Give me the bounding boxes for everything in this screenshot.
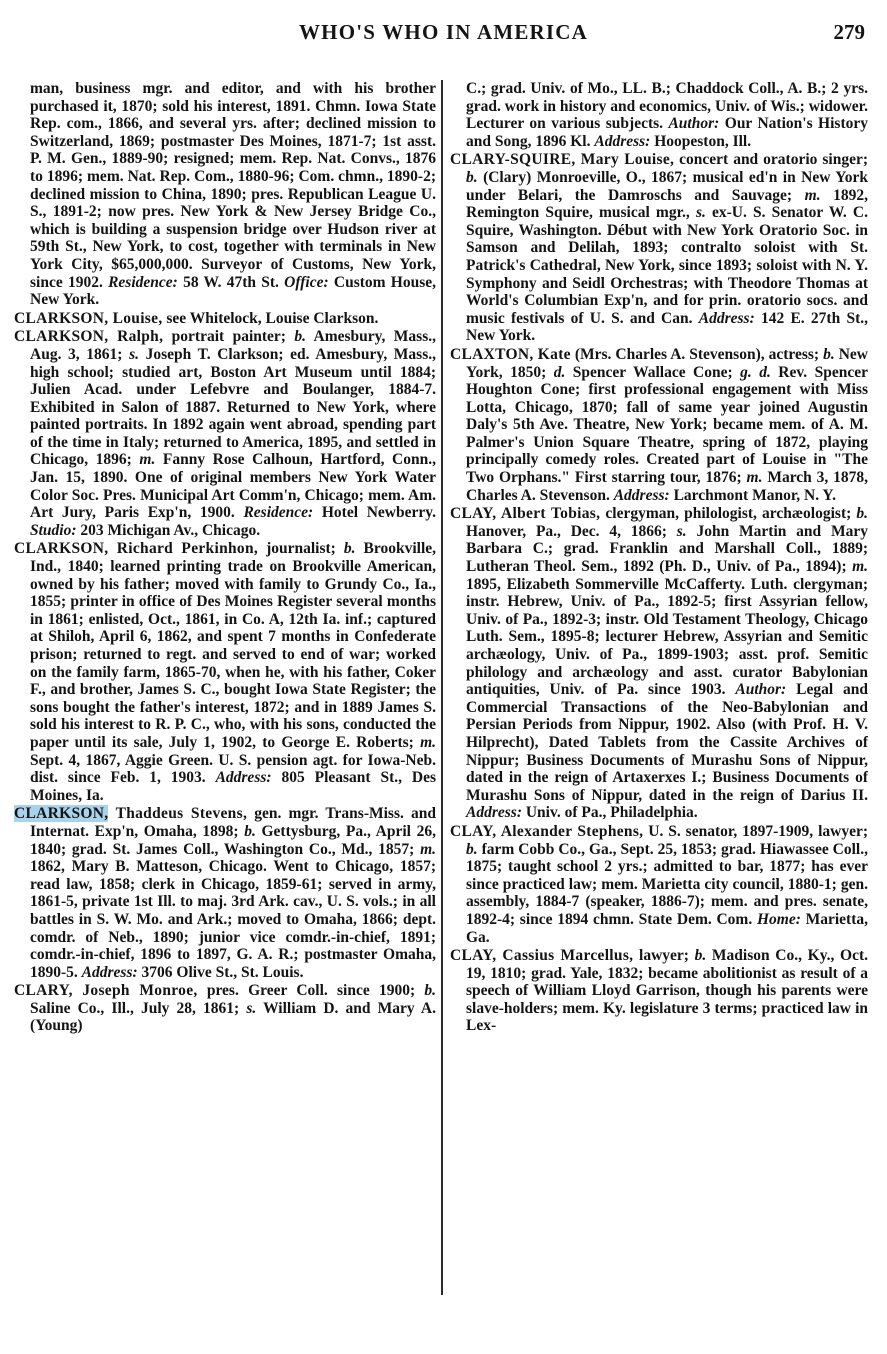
- entry-name: CLARKSON, Louise,: [14, 309, 163, 327]
- column-divider: [441, 80, 443, 1295]
- highlighted-search-match[interactable]: CLARKSON,: [14, 805, 109, 823]
- entry-name: CLAY, Alexander Stephens,: [450, 822, 644, 840]
- entry-clay-cassius: CLAY, Cassius Marcellus, lawyer; b. Madison Co., Ky., Oct. 19, 1810; grad. Yale, 1832; became abolitionist as result of a speech of William Lloyd Garrison, though his parents were slave-holders; mem. Ky. legislature 3 terms; practiced law in Lex-: [450, 947, 868, 1035]
- page-number: 279: [833, 20, 865, 44]
- entry-name: Thaddeus Stevens,: [108, 805, 248, 823]
- entry-clay-alexander: CLAY, Alexander Stephens, U. S. senator, 1897-1909, lawyer; b. farm Cobb Co., Ga., Sept. 25, 1853; grad. Hiawassee Coll., 1875; taught school 2 yrs.; admitted to bar, 1877; has ever since practiced law; mem. Marietta city council, 1880-1; gen. assembly, 1884-7 (speaker, 1886-7); mem. and pres. senate, 1892-4; since 1894 chmn. State Dem. Com. Home: Marietta, Ga.: [450, 822, 868, 946]
- entry-clarkson-louise: CLARKSON, Louise, see Whitelock, Louise Clarkson.: [14, 309, 379, 327]
- entry-clarkson-richard: CLARKSON, Richard Perkinhon, journalist; b. Brookville, Ind., 1840; learned printing trade on Brookville American, owned by his father; moved with family to Grundy Co., Ia., 1855; printer in office of Des Moines Register several months in 1861; enlisted, Oct., 1861, in Co. A, 12th Ia. inf.; captured at Shiloh, April 6, 1862, and spent 7 months in Confederate prison; returned to regt. and served to end of war; worked on the family farm, 1865-70, when he, with his father, Coker F., and brother, James S. C., bought Iowa State Register; the sons bought the father's interest, 1872; and in 1889 James S. sold his interest to R. P. C., who, with his sons, conducted the paper until its sale, July 1, 1902, to George E. Roberts; m. Sept. 4, 1867, Aggie Green. U. S. pension agt. for Iowa-Neb. dist. since Feb. 1, 1903. Address: 805 Pleasant St., Des Moines, Ia.: [14, 540, 436, 804]
- entry-clarkson-thaddeus: CLARKSON, Thaddeus Stevens, gen. mgr. Trans-Miss. and Internat. Exp'n, Omaha, 1898; b. Gettysburg, Pa., April 26, 1840; grad. St. James Coll., Washington Co., Md., 1857; m. 1862, Mary B. Matteson, Chicago. Went to Chicago, 1857; read law, 1858; clerk in Chicago, 1859-61; served in army, 1861-5, private 1st Ill. to maj. 3rd Ark. cav., U. S. vols.; in all battles in S. W. Mo. and Ark.; moved to Omaha, 1866; dept. comdr. of Neb., 1890; junior vice comdr.-in-chief, 1891; comdr.-in-chief, 1896 to 1897, G. A. R.; postmaster Omaha, 1890-5. Address: 3706 Olive St., St. Louis.: [14, 805, 436, 981]
- entry-continuation: C.; grad. Univ. of Mo., LL. B.; Chaddock Coll., A. B.; 2 yrs. grad. work in history and economics, Univ. of Wis.; widower. Lecturer on various subjects. Author: Our Nation's History and Song, 1896 Kl. Address: Hoopeston, Ill.: [466, 80, 868, 150]
- entry-clay-albert: CLAY, Albert Tobias, clergyman, philologist, archæologist; b. Hanover, Pa., Dec. 4, 1866; s. John Martin and Mary Barbara C.; grad. Franklin and Marshall Coll., 1889; Lutheran Theol. Sem., 1892 (Ph. D., Univ. of Pa., 1894); m. 1895, Elizabeth Sommerville McCafferty. Luth. clergyman; instr. Hebrew, Univ. of Pa., 1892-5; first Assyrian fellow, Univ. of Pa., 1892-3; instr. Old Testament Theology, Chicago Luth. Sem., 1895-8; lecturer Hebrew, Assyrian and Semitic archæology, Univ. of Pa., 1899-1903; asst. prof. Semitic philology and archæology and asst. curator Babylonian antiquities, Univ. of Pa. since 1903. Author: Legal and Commercial Transactions of the Neo-Babylonian and Persian Periods from Nippur, 1902. Also (with Prof. H. V. Hilprecht), Dated Tablets from the Cassite Archives of Nippur; Business Documents of Murashu Sons of Nippur, dated in the reign of Artaxerxes I.; Business Documents of Murashu Sons of Nippur, dated in the reign of Darius II. Address: Univ. of Pa., Philadelphia.: [450, 505, 868, 822]
- right-column: [450, 80, 868, 1310]
- left-column: [14, 80, 436, 1310]
- entry-name: CLARKSON, Richard Perkinhon,: [14, 540, 259, 558]
- entry-clary-joseph: CLARY, Joseph Monroe, pres. Greer Coll. since 1900; b. Saline Co., Ill., July 28, 1861; s. William D. and Mary A. (Young): [14, 982, 436, 1035]
- entry-clarkson-ralph: CLARKSON, Ralph, portrait painter; b. Amesbury, Mass., Aug. 3, 1861; s. Joseph T. Clarkson; ed. Amesbury, Mass., high school; studied art, Boston Art Museum until 1884; Julien Acad. under Lefebvre and Boulanger, 1884-7. Exhibited in Salon of 1887. Returned to New York, where painted portraits. In 1892 again went abroad, spending part of the time in Italy; returned to America, 1895, and settled in Chicago, 1896; m. Fanny Rose Calhoun, Hartford, Conn., Jan. 15, 1890. One of original members New York Water Color Soc. Pres. Municipal Art Comm'n, Chicago; mem. Am. Art Jury, Paris Exp'n, 1900. Residence: Hotel Newberry. Studio: 203 Michigan Av., Chicago.: [14, 328, 436, 539]
- entry-claxton-kate: CLAXTON, Kate (Mrs. Charles A. Stevenson), actress; b. New York, 1850; d. Spencer Wallace Cone; g. d. Rev. Spencer Houghton Cone; first professional engagement with Miss Lotta, Chicago, 1870; fall of same year joined Augustin Daly's 5th Ave. Theatre, New York; became mem. of A. M. Palmer's Union Square Theatre, spring of 1872, playing principally comedy roles. Created part of Louise in "The Two Orphans." First starring tour, 1876; m. March 3, 1878, Charles A. Stevenson. Address: Larchmont Manor, N. Y.: [450, 345, 868, 504]
- entry-name: CLARY, Joseph Monroe,: [14, 982, 198, 1000]
- entry-continuation: man, business mgr. and editor, and with his brother purchased it, 1870; sold his interest, 1891. Chmn. Iowa State Rep. com., 1866, and several yrs. after; declined mission to Switzerland, 1869; postmaster Des Moines, 1871-7; 1st asst. P. M. Gen., 1889-90; resigned; mem. Rep. Nat. Convs., 1876 to 1896; mem. Nat. Rep. Com., 1880-96; Com. chmn., 1890-2; declined mission to China, 1890; pres. Republican League U. S., 1891-2; now pres. New York & New Jersey Bridge Co., which is building a suspension bridge over Hudson river at 59th St., New York, to cost, together with terminals in New York City, $65,000,000. Surveyor of Customs, New York, since 1902. Residence: 58 W. 47th St. Office: Custom House, New York.: [30, 80, 436, 309]
- page-header: [0, 18, 887, 54]
- entry-clary-squire-mary: CLARY-SQUIRE, Mary Louise, concert and oratorio singer; b. (Clary) Monroeville, O., 1867; musical ed'n in New York under Belari, the Damroschs and Sauvage; m. 1892, Remington Squire, musical mgr., s. ex-U. S. Senator W. C. Squire, Washington. Début with New York Oratorio Soc. in Samson and Delilah, 1893; contralto soloist with St. Patrick's Cathedral, New York, since 1893; soloist with N. Y. Symphony and Seidl Orchestras; with Theodore Thomas at World's Columbian Exp'n, and for prin. oratorio socs. and music festivals of U. S. and Can. Address: 142 E. 27th St., New York.: [450, 151, 868, 345]
- entry-name: CLAXTON, Kate: [450, 345, 571, 363]
- entry-name: CLAY, Albert Tobias,: [450, 505, 601, 523]
- entry-name: CLARKSON, Ralph,: [14, 328, 164, 346]
- entry-name: CLARY-SQUIRE, Mary Louise,: [450, 151, 675, 169]
- running-head-title: WHO'S WHO IN AMERICA: [298, 20, 589, 44]
- entry-name: CLAY, Cassius Marcellus,: [450, 947, 634, 965]
